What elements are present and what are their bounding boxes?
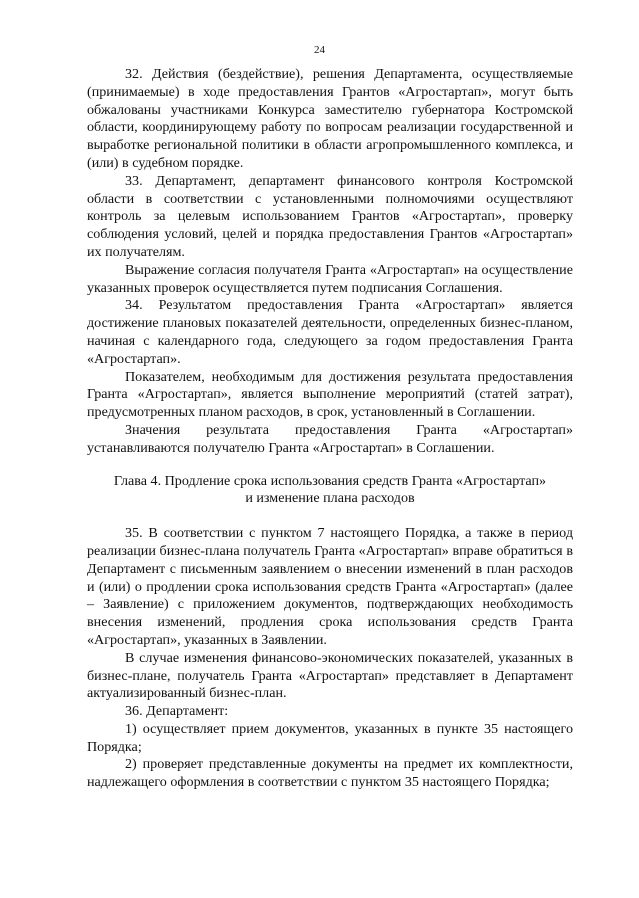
chapter-heading [87,473,573,509]
paragraph-indicator: Показателем, необходимым для достижения результата предоставления Гранта «Агростартап», является выполнение мероприятий (статей затрат), предусмотренных планом расходов, в срок, установленный в Соглашении. [87,368,573,421]
paragraph-32: 32. Действия (бездействие), решения Департамента, осуществляемые (принимаемые) в ходе предоставления Грантов «Агростартап», могут быть обжалованы участниками Конкурса заместителю губернатора Костромской области, координирующему работу по вопросам реализации государственной и выработке региональной политики в области агропромышленного комплекса, и (или) в судебном порядке. [87,66,573,171]
chapter-heading-line2: и изменение плана расходов [245,490,415,507]
paragraph-36-item-2: 2) проверяет представленные документы на предмет их комплектности, надлежащего оформления в соответствии с пунктом 35 настоящего Порядка; [87,756,573,791]
page-number: 24 [314,44,325,56]
paragraph-consent: Выражение согласия получателя Гранта «Агростартап» на осуществление указанных проверок осуществляется путем подписания Соглашения. [87,261,573,296]
paragraph-35: 35. В соответствии с пунктом 7 настоящего Порядка, а также в период реализации бизнес-плана получатель Гранта «Агростартап» вправе обратиться в Департамент с письменным заявлением о внесении изменений в план расходов и (или) о продлении срока использования средств Гранта «Агростартап» (далее – Заявление) с приложением документов, подтверждающих необходимость внесения изменений, продления срока использования средств Гранта «Агростартап», указанных в Заявлении. [87,525,573,648]
chapter-heading-line1: Глава 4. Продление срока использования средств Гранта «Агростартап» [113,472,547,489]
document-body [87,66,573,792]
paragraph-34: 34. Результатом предоставления Гранта «Агростартап» является достижение плановых показателей деятельности, определенных бизнес-планом, начиная с календарного года, следующего за годом предоставления Гранта «Агростартап». [87,297,573,367]
paragraph-33: 33. Департамент, департамент финансового контроля Костромской области в соответствии с установленными полномочиями осуществляют контроль за целевым использованием Грантов «Агростартап», проверку соблюдения условий, целей и порядка предоставления Грантов «Агростартап» их получателям. [87,172,573,260]
paragraph-business-plan-change: В случае изменения финансово-экономических показателей, указанных в бизнес-плане, получатель Гранта «Агростартап» представляет в Департамент актуализированный бизнес-план. [87,649,573,702]
paragraph-result-values: Значения результата предоставления Гранта «Агростартап» устанавливаются получателю Гранта «Агростартап» в Соглашении. [87,421,573,456]
paragraph-36: 36. Департамент: [125,703,229,720]
paragraph-36-item-1: 1) осуществляет прием документов, указанных в пункте 35 настоящего Порядка; [87,720,573,755]
